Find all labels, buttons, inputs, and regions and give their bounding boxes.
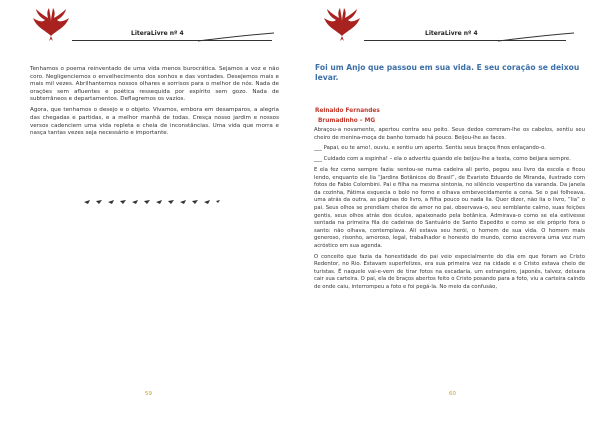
header-swoosh-icon: [196, 32, 276, 44]
page-number: 60: [449, 391, 456, 397]
author-location: Brumadinho – MG: [318, 118, 376, 124]
article-heading: Foi um Anjo que passou em sua vida. E seu coração se deixou levar.: [315, 63, 580, 82]
left-body: [30, 66, 279, 141]
paragraph: E ela fez como sempre fazia: sentou-se numa cadeira ali perto, pegou seu livro da escola e ficou lendo, enquanto ele lia “Jardins Botânicos do Brasil”, de Evaristo Eduardo de Miranda, ilustrado com fotos de Fabio Colombini. Pai e filha na mesma sintonia, no silêncio vespertino da varanda. Da janela da cozinha, Fátima esquecia o bolo no forno e olhava embevecidamente a cena. Se o pai folheava, uma atrás da outra, as páginas do livro, a filha pouco ou nada lia. Quer dizer, não lia o livro, “lia” o pai. Seus olhos se prendiam cheios de amor no pai, observava-o, seu semblante calmo, suas feições gentis, seus olhos atrás dos óculos, apaixonado pela botânica. Admirava-o como se ela estivesse sentada na primeira fila de cadeiras do Santuário de Santo Expedito e como se ele próprio fora o santo: não olhava, contemplava. Ali estava seu herói, o homem de sua vida. O homem mais generoso, risonho, amoroso, legal, trabalhador e honesto do mundo, como escrevera uma vez num acróstico em sua agenda.: [314, 166, 585, 249]
header-swoosh-icon: [496, 32, 576, 44]
paragraph: Abraçou-a novamente, apertou contra seu peito. Seus dedos correram-lhe os cabelos, sentiu seu cheiro de menina-moça de banho tomado há pouco. Beijou-lhe as faces.: [314, 127, 585, 141]
paragraph: Tenhamos o poema reinventado de uma vida menos burocrática. Sejamos a voz e não coro. Negligenciemos o envelhecimento dos sonhos e das vontades. Desejemos mais e mais mil vezes. Abrilhantemos nossos olhares e sorrisos para o melhor de nós. Nada de orações sem afluentes e poética ressequida por espírito sem gozo. Nada de subterrâneos e departamentos. Deflagremos os vazios.: [30, 66, 279, 103]
paragraph: ___ Papai, eu te amo!, ouviu, e sentiu um aperto. Sentiu seus braços finos enlaçando-o.: [314, 145, 546, 152]
page-number: 59: [145, 391, 152, 397]
phoenix-logo-icon: [31, 6, 71, 42]
header-title: LiteraLivre nº 4: [425, 30, 478, 37]
author-name: Reinaldo Fernandes: [315, 108, 380, 114]
decorative-separator-icon: [82, 195, 222, 209]
paragraph: O conceito que fazia da honestidade do pai veio especialmente do dia em que foram ao Cristo Redentor, no Rio. Estavam superfelizes, era sua primeira vez na cidade e o Cristo estava cheio de turistas. É naquele vai-e-vem de tirar fotos na escadaria, um estrangeiro, japonês, talvez, deixara cair sua carteira. O pai, ela de braços abertos feito o Cristo posando para a foto, viu a carteira caindo de onde caiu, interrompeu a foto e foi pegá-la. No meio da confusão,: [314, 253, 585, 291]
paragraph: Agora, que tenhamos o desejo e o objeto. Vivamos, embora em desamparos, a alegria das chegadas e partidas, e a melhor manhã de todas. Cresça nosso jardim e nossos versos cadenciem uma vida repleta e cheia de inconstâncias. Uma vida que morra e nasça tantas vezes seja necessário e importante.: [30, 107, 279, 137]
author-block: [315, 106, 380, 126]
paragraph: ___ Cuidado com a espinha! – ela o advertiu quando ele beijou-lhe a testa, como beijara sempre.: [314, 156, 571, 163]
right-body: [314, 127, 585, 295]
phoenix-logo-icon: [322, 6, 362, 42]
header-title: LiteraLivre nº 4: [131, 30, 184, 37]
